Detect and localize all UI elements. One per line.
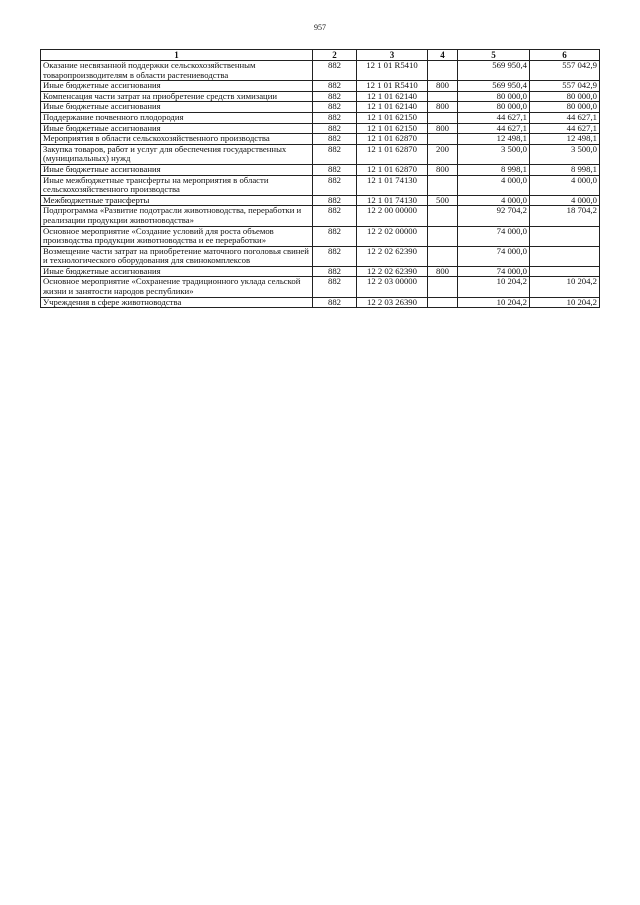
admin-code-cell: 882 [313, 164, 357, 175]
table-row [41, 246, 600, 266]
amount-year1-cell: 569 950,4 [458, 61, 530, 81]
table-row [41, 226, 600, 246]
admin-code-cell: 882 [313, 297, 357, 308]
name-cell: Иные бюджетные ассигнования [41, 266, 313, 277]
admin-code-cell: 882 [313, 91, 357, 102]
table-row [41, 164, 600, 175]
amount-year2-cell: 12 498,1 [530, 134, 600, 145]
name-cell: Иные бюджетные ассигнования [41, 164, 313, 175]
amount-year2-cell: 18 704,2 [530, 206, 600, 226]
admin-code-cell: 882 [313, 226, 357, 246]
amount-year1-cell: 44 627,1 [458, 123, 530, 134]
expense-type-cell: 800 [428, 164, 458, 175]
table-row [41, 297, 600, 308]
budget-table [40, 49, 600, 308]
table-row [41, 195, 600, 206]
table-row [41, 123, 600, 134]
table-row [41, 112, 600, 123]
amount-year1-cell: 10 204,2 [458, 277, 530, 297]
amount-year2-cell: 3 500,0 [530, 144, 600, 164]
header-row [41, 50, 600, 61]
admin-code-cell: 882 [313, 102, 357, 113]
target-article-cell: 12 2 00 00000 [357, 206, 428, 226]
table-row [41, 206, 600, 226]
amount-year1-cell: 569 950,4 [458, 81, 530, 92]
name-cell: Основное мероприятие «Сохранение традиционного уклада сельской жизни и занятости народов республики» [41, 277, 313, 297]
amount-year1-cell: 44 627,1 [458, 112, 530, 123]
table-row [41, 134, 600, 145]
amount-year1-cell: 74 000,0 [458, 246, 530, 266]
target-article-cell: 12 1 01 62870 [357, 144, 428, 164]
expense-type-cell [428, 246, 458, 266]
target-article-cell: 12 1 01 62150 [357, 112, 428, 123]
amount-year1-cell: 12 498,1 [458, 134, 530, 145]
amount-year2-cell: 557 042,9 [530, 61, 600, 81]
amount-year1-cell: 92 704,2 [458, 206, 530, 226]
admin-code-cell: 882 [313, 123, 357, 134]
name-cell: Мероприятия в области сельскохозяйственного производства [41, 134, 313, 145]
target-article-cell: 12 2 02 00000 [357, 226, 428, 246]
admin-code-cell: 882 [313, 175, 357, 195]
page-number: 957 [314, 23, 326, 32]
admin-code-cell: 882 [313, 206, 357, 226]
table-row [41, 81, 600, 92]
expense-type-cell: 800 [428, 123, 458, 134]
name-cell: Поддержание почвенного плодородия [41, 112, 313, 123]
table-body [41, 61, 600, 308]
amount-year2-cell: 80 000,0 [530, 102, 600, 113]
table-row [41, 277, 600, 297]
amount-year2-cell: 10 204,2 [530, 297, 600, 308]
header-col-2: 2 [313, 50, 357, 61]
amount-year1-cell: 80 000,0 [458, 91, 530, 102]
target-article-cell: 12 1 01 74130 [357, 175, 428, 195]
amount-year1-cell: 4 000,0 [458, 175, 530, 195]
amount-year2-cell: 4 000,0 [530, 195, 600, 206]
admin-code-cell: 882 [313, 246, 357, 266]
table-row [41, 102, 600, 113]
expense-type-cell: 800 [428, 102, 458, 113]
amount-year2-cell [530, 266, 600, 277]
table-row [41, 144, 600, 164]
target-article-cell: 12 2 02 62390 [357, 266, 428, 277]
amount-year1-cell: 74 000,0 [458, 266, 530, 277]
expense-type-cell [428, 277, 458, 297]
amount-year2-cell: 557 042,9 [530, 81, 600, 92]
admin-code-cell: 882 [313, 266, 357, 277]
amount-year1-cell: 10 204,2 [458, 297, 530, 308]
target-article-cell: 12 2 03 26390 [357, 297, 428, 308]
target-article-cell: 12 1 01 62140 [357, 102, 428, 113]
admin-code-cell: 882 [313, 277, 357, 297]
table-header [41, 50, 600, 61]
header-col-4: 4 [428, 50, 458, 61]
amount-year2-cell: 10 204,2 [530, 277, 600, 297]
name-cell: Иные бюджетные ассигнования [41, 102, 313, 113]
name-cell: Иные межбюджетные трансферты на мероприятия в области сельскохозяйственного производства [41, 175, 313, 195]
amount-year2-cell [530, 246, 600, 266]
expense-type-cell [428, 112, 458, 123]
admin-code-cell: 882 [313, 195, 357, 206]
amount-year2-cell: 44 627,1 [530, 112, 600, 123]
amount-year2-cell: 44 627,1 [530, 123, 600, 134]
target-article-cell: 12 1 01 62870 [357, 134, 428, 145]
name-cell: Иные бюджетные ассигнования [41, 81, 313, 92]
target-article-cell: 12 1 01 62870 [357, 164, 428, 175]
table-row [41, 266, 600, 277]
amount-year2-cell: 8 998,1 [530, 164, 600, 175]
name-cell: Основное мероприятие «Создание условий для роста объемов производства продукции животноводства и ее переработки» [41, 226, 313, 246]
expense-type-cell: 500 [428, 195, 458, 206]
target-article-cell: 12 1 01 74130 [357, 195, 428, 206]
expense-type-cell [428, 91, 458, 102]
header-col-1: 1 [41, 50, 313, 61]
admin-code-cell: 882 [313, 81, 357, 92]
amount-year2-cell: 80 000,0 [530, 91, 600, 102]
amount-year1-cell: 4 000,0 [458, 195, 530, 206]
amount-year1-cell: 3 500,0 [458, 144, 530, 164]
amount-year2-cell: 4 000,0 [530, 175, 600, 195]
amount-year1-cell: 8 998,1 [458, 164, 530, 175]
amount-year1-cell: 80 000,0 [458, 102, 530, 113]
table-row [41, 91, 600, 102]
expense-type-cell: 200 [428, 144, 458, 164]
target-article-cell: 12 1 01 R5410 [357, 61, 428, 81]
amount-year2-cell [530, 226, 600, 246]
expense-type-cell [428, 134, 458, 145]
admin-code-cell: 882 [313, 112, 357, 123]
target-article-cell: 12 2 02 62390 [357, 246, 428, 266]
name-cell: Межбюджетные трансферты [41, 195, 313, 206]
amount-year1-cell: 74 000,0 [458, 226, 530, 246]
target-article-cell: 12 1 01 62140 [357, 91, 428, 102]
target-article-cell: 12 1 01 R5410 [357, 81, 428, 92]
target-article-cell: 12 2 03 00000 [357, 277, 428, 297]
expense-type-cell [428, 226, 458, 246]
expense-type-cell: 800 [428, 266, 458, 277]
admin-code-cell: 882 [313, 134, 357, 145]
expense-type-cell [428, 297, 458, 308]
header-col-3: 3 [357, 50, 428, 61]
header-col-5: 5 [458, 50, 530, 61]
header-col-6: 6 [530, 50, 600, 61]
admin-code-cell: 882 [313, 61, 357, 81]
expense-type-cell: 800 [428, 81, 458, 92]
admin-code-cell: 882 [313, 144, 357, 164]
name-cell: Закупка товаров, работ и услуг для обеспечения государственных (муниципальных) нужд [41, 144, 313, 164]
expense-type-cell [428, 206, 458, 226]
expense-type-cell [428, 175, 458, 195]
target-article-cell: 12 1 01 62150 [357, 123, 428, 134]
table-row [41, 175, 600, 195]
name-cell: Учреждения в сфере животноводства [41, 297, 313, 308]
name-cell: Возмещение части затрат на приобретение маточного поголовья свиней и технологического оборудования для свинокомплексов [41, 246, 313, 266]
name-cell: Подпрограмма «Развитие подотрасли животноводства, переработки и реализации продукции животноводства» [41, 206, 313, 226]
table-row [41, 61, 600, 81]
name-cell: Компенсация части затрат на приобретение средств химизации [41, 91, 313, 102]
name-cell: Оказание несвязанной поддержки сельскохозяйственным товаропроизводителям в области растениеводства [41, 61, 313, 81]
expense-type-cell [428, 61, 458, 81]
name-cell: Иные бюджетные ассигнования [41, 123, 313, 134]
